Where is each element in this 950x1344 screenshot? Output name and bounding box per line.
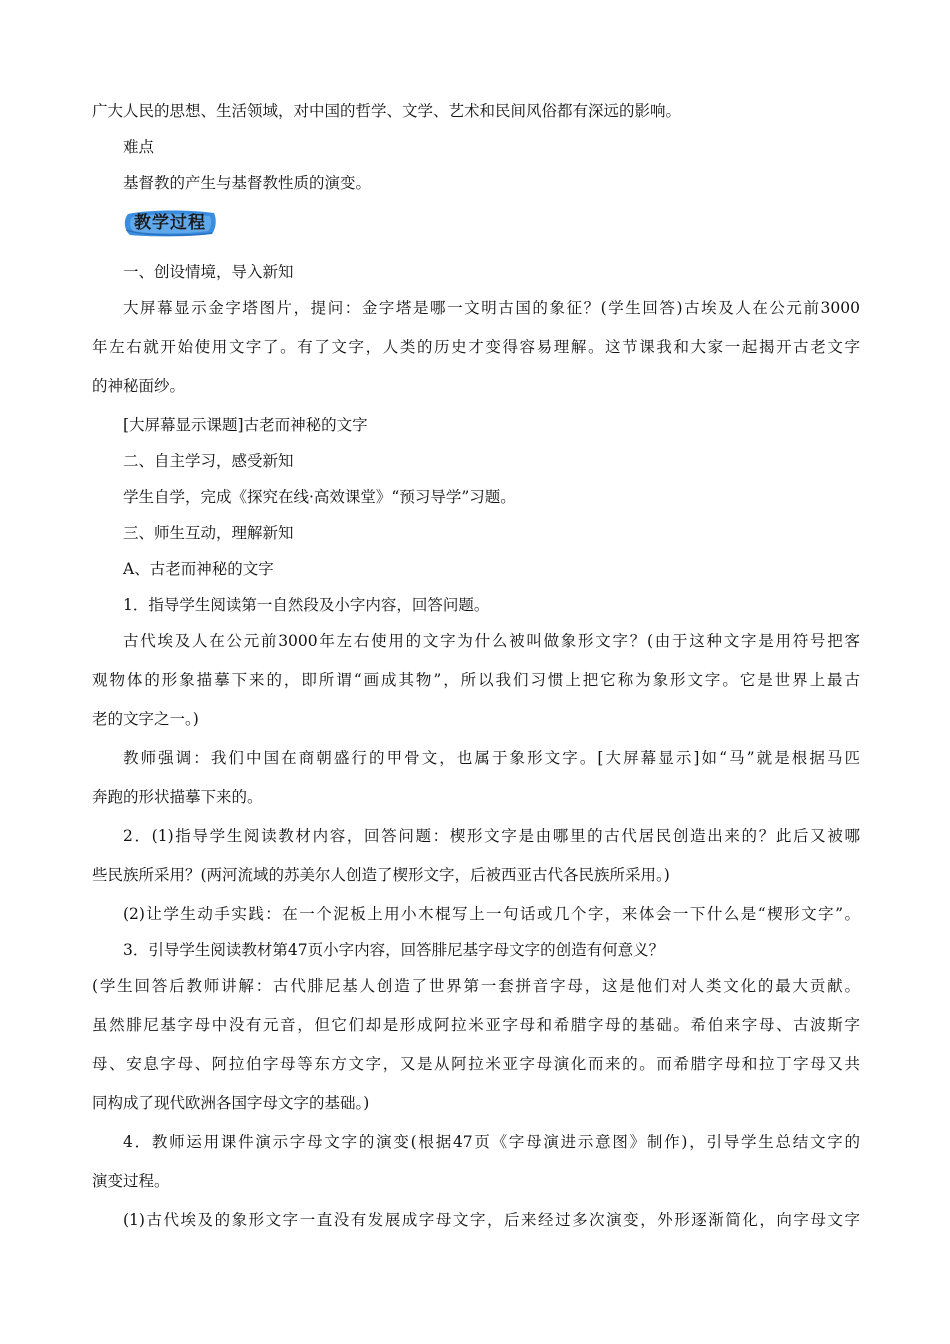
heading-step-2: 二、自主学习，感受新知 (123, 452, 294, 470)
text-line: 演变过程。 (92, 1172, 170, 1190)
badge-label: 教学过程 (134, 213, 206, 233)
heading-step-1: 一、创设情境，导入新知 (123, 263, 294, 281)
text-line: 些民族所采用？(两河流域的苏美尔人创造了楔形文字，后被西亚古代各民族所采用。) (92, 866, 670, 884)
text-line: 年左右就开始使用文字了。有了文字，人类的历史才变得容易理解。这节课我和大家一起揭开古老文字 (92, 338, 860, 356)
text-line: 3．引导学生阅读教材第47页小字内容，回答腓尼基字母文字的创造有何意义？ (123, 941, 665, 959)
text-line: 观物体的形象描摹下来的，即所谓“画成其物”，所以我们习惯上把它称为象形文字。它是世界上最古 (92, 671, 860, 689)
text-line: 1．指导学生阅读第一自然段及小字内容，回答问题。 (123, 596, 490, 614)
heading-difficulty: 难点 (123, 138, 155, 156)
text-line: 广大人民的思想、生活领域，对中国的哲学、文学、艺术和民间风俗都有深远的影响。 (92, 102, 682, 120)
text-line: 古代埃及人在公元前3000年左右使用的文字为什么被叫做象形文字？(由于这种文字是用符号把客 (123, 632, 860, 650)
text-line: 基督教的产生与基督教性质的演变。 (123, 174, 372, 192)
subheading-a: A、古老而神秘的文字 (123, 560, 274, 578)
text-line: 学生自学，完成《探究在线·高效课堂》“预习导学”习题。 (123, 488, 516, 506)
text-line: 4．教师运用课件演示字母文字的演变(根据47页《字母演进示意图》制作)，引导学生总结文字的 (123, 1133, 860, 1151)
text-line: 的神秘面纱。 (92, 377, 186, 395)
text-line: 母、安息字母、阿拉伯字母等东方文字，又是从阿拉米亚字母演化而来的。而希腊字母和拉丁字母又共 (92, 1055, 860, 1073)
text-line: 奔跑的形状描摹下来的。 (92, 788, 263, 806)
section-badge-teaching-process (122, 208, 218, 238)
text-line: (学生回答后教师讲解：古代腓尼基人创造了世界第一套拼音字母，这是他们对人类文化的最大贡献。 (92, 977, 860, 995)
text-line: 同构成了现代欧洲各国字母文字的基础。) (92, 1094, 370, 1112)
text-line: 虽然腓尼基字母中没有元音，但它们却是形成阿拉米亚字母和希腊字母的基础。希伯来字母、古波斯字 (92, 1016, 860, 1034)
text-line: [大屏幕显示课题]古老而神秘的文字 (123, 416, 368, 434)
text-line: (1)古代埃及的象形文字一直没有发展成字母文字，后来经过多次演变，外形逐渐简化，向字母文字 (123, 1211, 860, 1229)
heading-step-3: 三、师生互动，理解新知 (123, 524, 294, 542)
text-line: 老的文字之一。) (92, 710, 199, 728)
text-line: 2．(1)指导学生阅读教材内容，回答问题：楔形文字是由哪里的古代居民创造出来的？此后又被哪 (123, 827, 860, 845)
text-line: (2)让学生动手实践：在一个泥板上用小木棍写上一句话或几个字，来体会一下什么是“楔形文字”。 (123, 905, 860, 923)
text-line: 教师强调：我们中国在商朝盛行的甲骨文，也属于象形文字。[大屏幕显示]如“马”就是根据马匹 (123, 749, 860, 767)
text-line: 大屏幕显示金字塔图片，提问：金字塔是哪一文明古国的象征？(学生回答)古埃及人在公元前3000 (123, 299, 860, 317)
